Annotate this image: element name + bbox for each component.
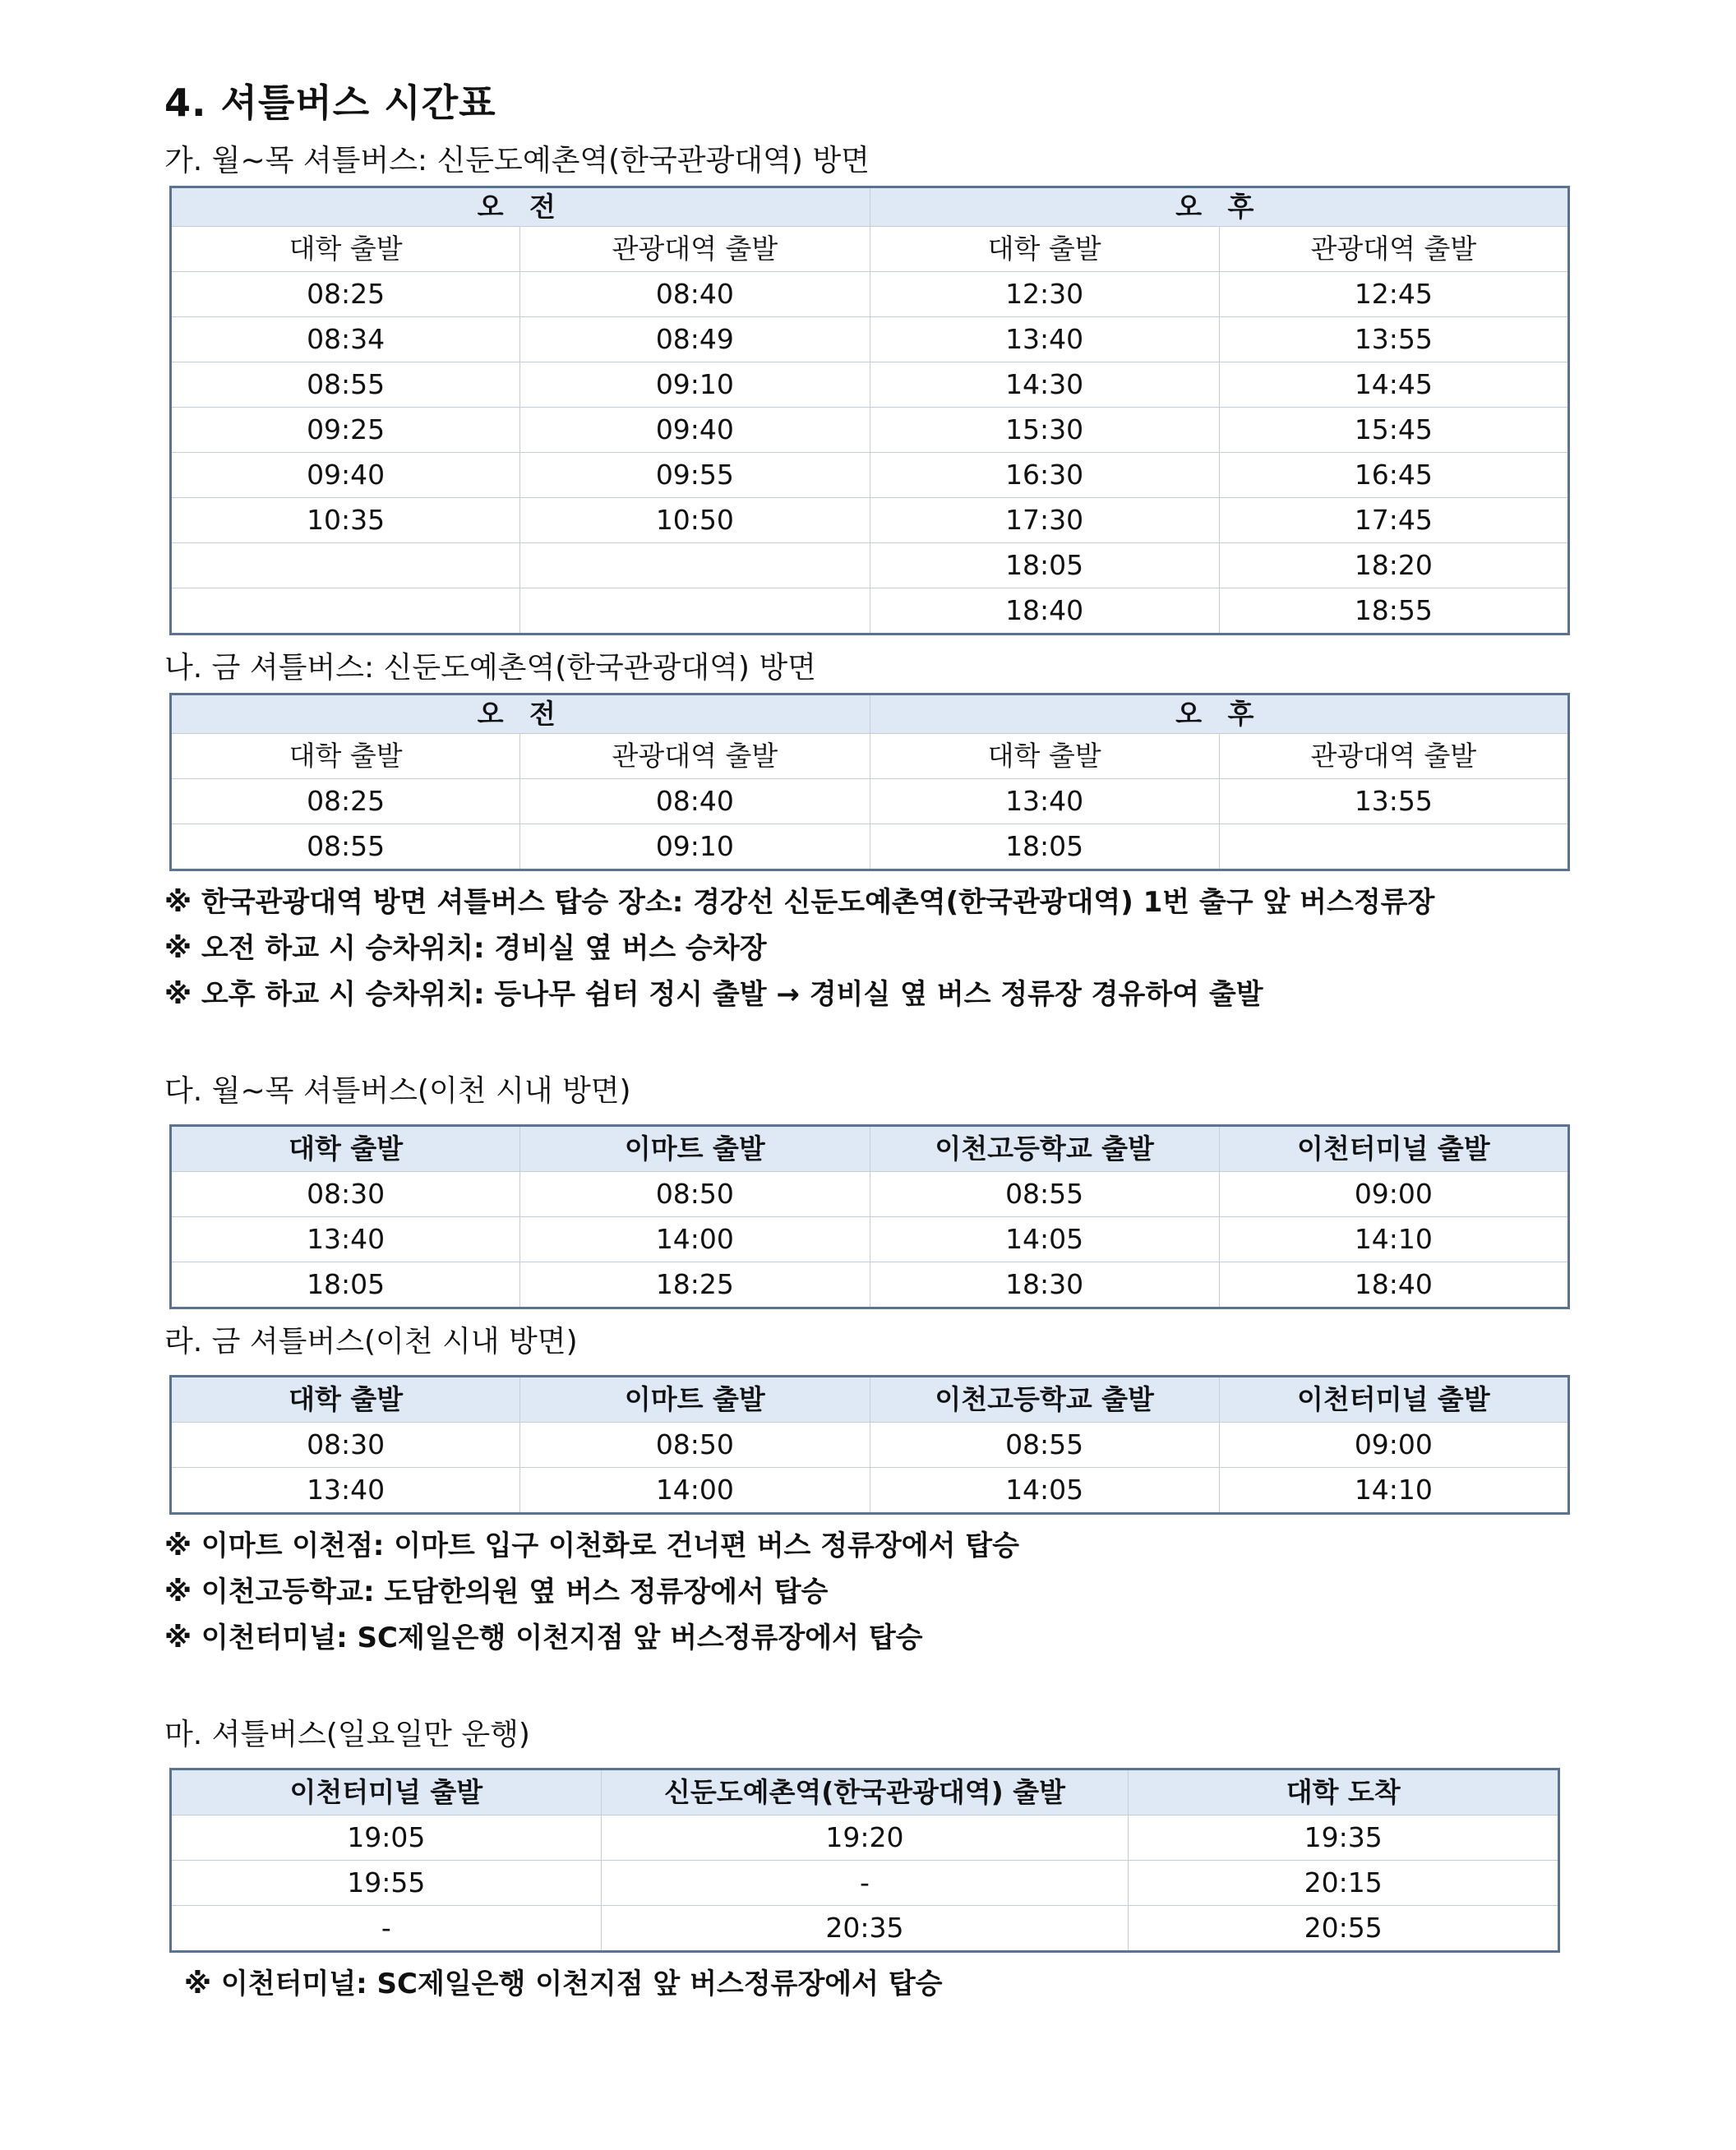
table-cell: 14:30: [870, 362, 1219, 408]
column-header: 이마트 출발: [520, 1377, 870, 1423]
table-cell: 18:30: [870, 1262, 1219, 1308]
table-row: [171, 408, 1569, 453]
table-cell: 14:05: [870, 1217, 1219, 1262]
table-cell: 18:20: [1219, 543, 1568, 588]
table-cell: 15:30: [870, 408, 1219, 453]
page-title: 4. 셔틀버스 시간표: [164, 81, 496, 125]
table-row: [171, 1262, 1569, 1308]
table-cell: 10:35: [171, 498, 520, 543]
note: ※ 오후 하교 시 승차위치: 등나무 쉼터 정시 출발 → 경비실 옆 버스 정류장 경유하여 출발: [164, 978, 1263, 1011]
table-row: [171, 272, 1569, 317]
table-cell: 08:55: [171, 362, 520, 408]
section-ga-heading: 가. 월~목 셔틀버스: 신둔도예촌역(한국관광대역) 방면: [164, 144, 870, 178]
table-cell: 14:45: [1219, 362, 1568, 408]
column-header: 이마트 출발: [520, 1126, 870, 1172]
table-row: [171, 824, 1569, 870]
table-cell: 19:35: [1129, 1816, 1559, 1861]
table-cell: 20:15: [1129, 1861, 1559, 1906]
table-cell: 13:55: [1219, 779, 1568, 824]
table-row: [171, 1468, 1569, 1514]
note: ※ 오전 하교 시 승차위치: 경비실 옆 버스 승차장: [164, 932, 767, 965]
table-cell: [520, 588, 870, 634]
table-cell: 09:10: [520, 824, 870, 870]
table-cell: 18:40: [1219, 1262, 1568, 1308]
column-header: 관광대역 출발: [1219, 227, 1568, 272]
table-cell: 13:40: [870, 317, 1219, 362]
table-row: [171, 362, 1569, 408]
table-cell: 20:55: [1129, 1906, 1559, 1952]
table-row: [171, 1217, 1569, 1262]
column-header: 대학 출발: [171, 1126, 520, 1172]
table-cell: 14:10: [1219, 1468, 1568, 1514]
column-header: 대학 출발: [171, 734, 520, 779]
table-cell: 08:55: [870, 1172, 1219, 1217]
column-header: 대학 출발: [171, 1377, 520, 1423]
table-cell: 18:05: [870, 824, 1219, 870]
table-cell: 08:30: [171, 1172, 520, 1217]
section-na-heading: 나. 금 셔틀버스: 신둔도예촌역(한국관광대역) 방면: [164, 651, 816, 685]
table-ma: [169, 1768, 1560, 1953]
table-cell: 08:25: [171, 272, 520, 317]
table-cell: 18:55: [1219, 588, 1568, 634]
table-cell: 20:35: [601, 1906, 1129, 1952]
section-ra-heading: 라. 금 셔틀버스(이천 시내 방면): [164, 1325, 578, 1359]
table-cell: 08:50: [520, 1423, 870, 1468]
table-cell: 15:45: [1219, 408, 1568, 453]
table-row: [171, 543, 1569, 588]
column-header: 관광대역 출발: [520, 227, 870, 272]
table-cell: 13:40: [171, 1468, 520, 1514]
table-cell: 18:05: [171, 1262, 520, 1308]
table-row: [171, 779, 1569, 824]
table-cell: -: [171, 1906, 602, 1952]
column-header: 관광대역 출발: [520, 734, 870, 779]
table-cell: 13:40: [171, 1217, 520, 1262]
table-cell: 09:10: [520, 362, 870, 408]
table-cell: 14:05: [870, 1468, 1219, 1514]
table-cell: 08:50: [520, 1172, 870, 1217]
note: ※ 이마트 이천점: 이마트 입구 이천화로 건너편 버스 정류장에서 탑승: [164, 1529, 1019, 1562]
table-cell: 09:40: [520, 408, 870, 453]
table-row: [171, 1816, 1559, 1861]
section-da-heading: 다. 월~목 셔틀버스(이천 시내 방면): [164, 1074, 631, 1108]
table-cell: 09:40: [171, 453, 520, 498]
column-header: 대학 도착: [1129, 1769, 1559, 1816]
column-header: 이천터미널 출발: [1219, 1126, 1568, 1172]
table-cell: 14:00: [520, 1217, 870, 1262]
table-cell: 09:00: [1219, 1172, 1568, 1217]
table-row: [171, 1906, 1559, 1952]
table-cell: 13:55: [1219, 317, 1568, 362]
table-cell: 08:25: [171, 779, 520, 824]
column-header: 이천고등학교 출발: [870, 1377, 1219, 1423]
table-cell: 09:55: [520, 453, 870, 498]
table-row: [171, 1172, 1569, 1217]
note: ※ 이천고등학교: 도담한의원 옆 버스 정류장에서 탑승: [164, 1576, 829, 1608]
note: ※ 한국관광대역 방면 셔틀버스 탑승 장소: 경강선 신둔도예촌역(한국관광대역) 1번 출구 앞 버스정류장: [164, 886, 1435, 919]
table-cell: 08:34: [171, 317, 520, 362]
table-row: [171, 498, 1569, 543]
table-row: [171, 588, 1569, 634]
table-cell: 08:55: [171, 824, 520, 870]
table-cell: 17:30: [870, 498, 1219, 543]
table-cell: 12:30: [870, 272, 1219, 317]
note: ※ 이천터미널: SC제일은행 이천지점 앞 버스정류장에서 탑승: [184, 1968, 943, 2000]
table-cell: 08:30: [171, 1423, 520, 1468]
document-page: [164, 74, 1572, 2007]
column-header: 이천터미널 출발: [1219, 1377, 1568, 1423]
table-cell: 16:30: [870, 453, 1219, 498]
table-cell: [1219, 824, 1568, 870]
column-header: 신둔도예촌역(한국관광대역) 출발: [601, 1769, 1129, 1816]
table-cell: 08:55: [870, 1423, 1219, 1468]
table-cell: 12:45: [1219, 272, 1568, 317]
table-row: [171, 1861, 1559, 1906]
table-cell: 14:10: [1219, 1217, 1568, 1262]
column-header: 이천고등학교 출발: [870, 1126, 1219, 1172]
table-row: [171, 1423, 1569, 1468]
column-header: 이천터미널 출발: [171, 1769, 602, 1816]
table-cell: 18:40: [870, 588, 1219, 634]
note: ※ 이천터미널: SC제일은행 이천지점 앞 버스정류장에서 탑승: [164, 1622, 923, 1654]
table-cell: 08:40: [520, 779, 870, 824]
table-cell: -: [601, 1861, 1129, 1906]
table-cell: 08:49: [520, 317, 870, 362]
table-ga: [169, 186, 1570, 635]
am-header: 오 전: [171, 187, 870, 227]
table-cell: 19:55: [171, 1861, 602, 1906]
section-ma-heading: 마. 셔틀버스(일요일만 운행): [164, 1718, 530, 1751]
table-cell: 19:05: [171, 1816, 602, 1861]
table-cell: 19:20: [601, 1816, 1129, 1861]
table-cell: 18:25: [520, 1262, 870, 1308]
column-header: 관광대역 출발: [1219, 734, 1568, 779]
column-header: 대학 출발: [870, 734, 1219, 779]
table-cell: 18:05: [870, 543, 1219, 588]
table-cell: 10:50: [520, 498, 870, 543]
table-ra: [169, 1375, 1570, 1515]
table-cell: [171, 588, 520, 634]
table-cell: 09:00: [1219, 1423, 1568, 1468]
table-cell: 08:40: [520, 272, 870, 317]
am-header: 오 전: [171, 694, 870, 734]
table-na: [169, 693, 1570, 871]
table-cell: 13:40: [870, 779, 1219, 824]
table-cell: 16:45: [1219, 453, 1568, 498]
table-da: [169, 1124, 1570, 1309]
table-cell: [520, 543, 870, 588]
pm-header: 오 후: [870, 694, 1569, 734]
column-header: 대학 출발: [171, 227, 520, 272]
table-cell: 17:45: [1219, 498, 1568, 543]
pm-header: 오 후: [870, 187, 1569, 227]
table-row: [171, 317, 1569, 362]
table-cell: [171, 543, 520, 588]
table-cell: 09:25: [171, 408, 520, 453]
table-row: [171, 453, 1569, 498]
table-cell: 14:00: [520, 1468, 870, 1514]
column-header: 대학 출발: [870, 227, 1219, 272]
